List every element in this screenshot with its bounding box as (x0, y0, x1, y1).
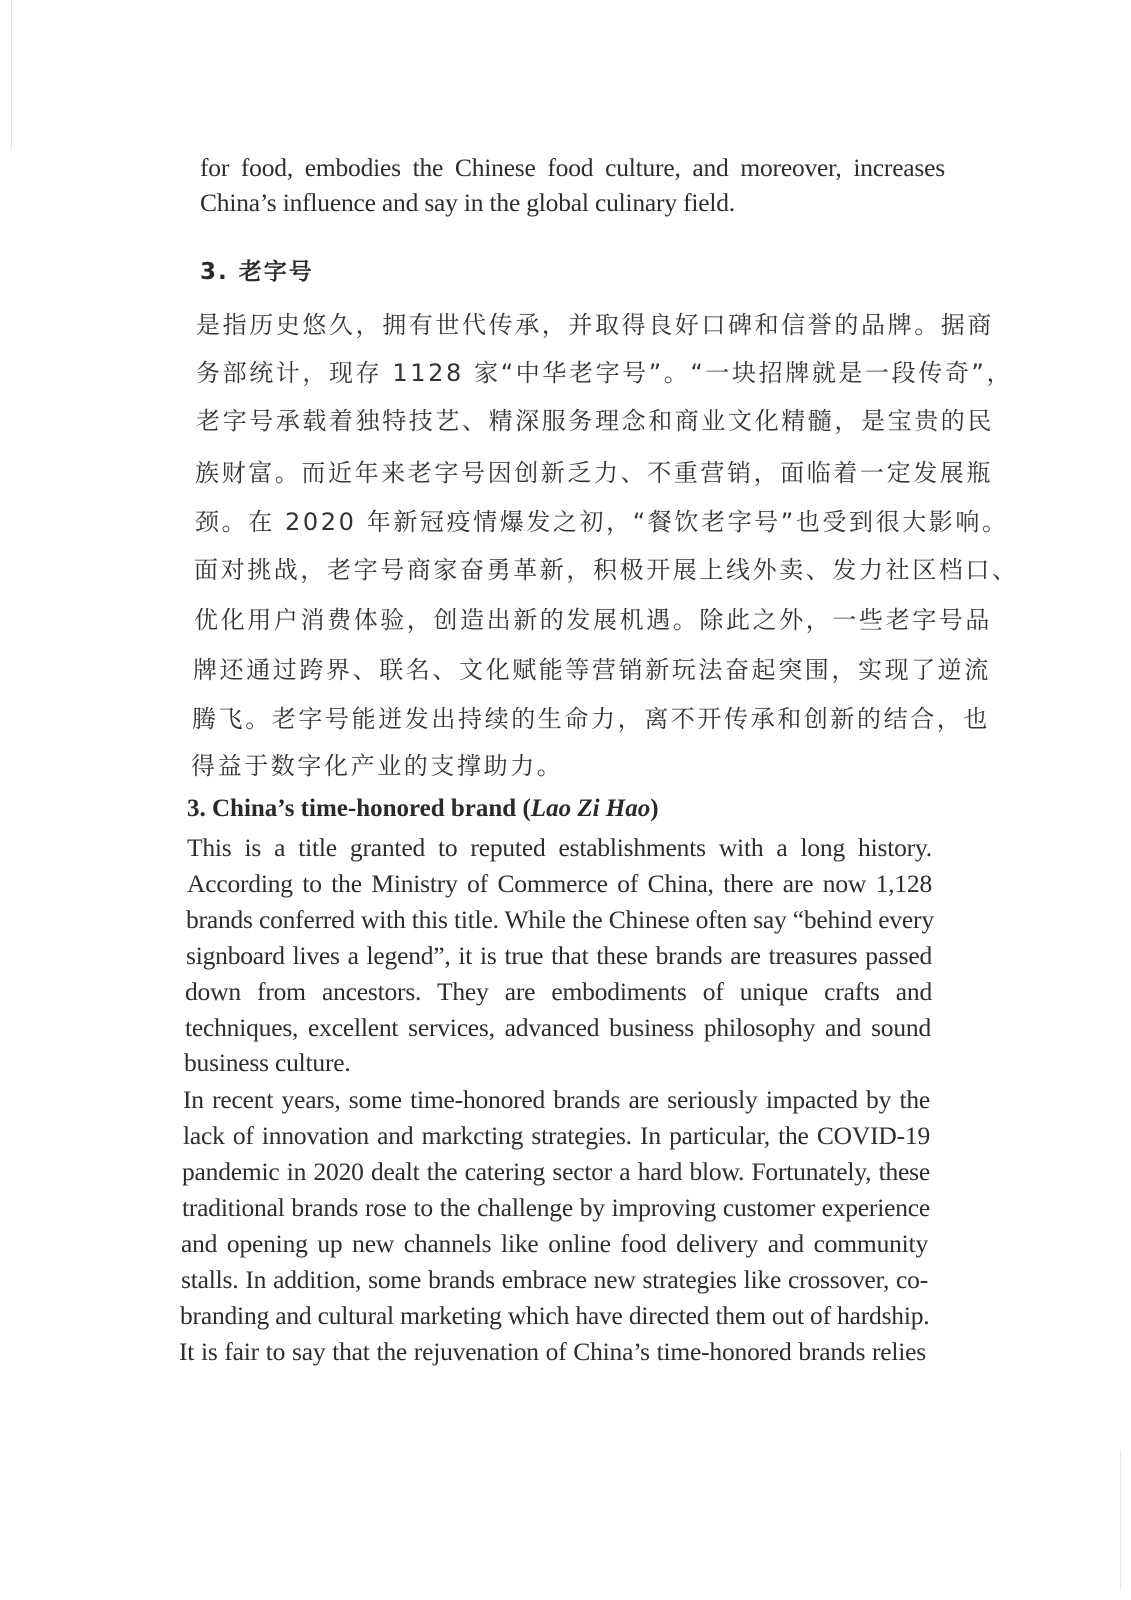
zh-line: 务部统计，现存 1128 家“中华老字号”。“一块招牌就是一段传奇”， (196, 359, 1014, 387)
en-line: According to the Ministry of Commerce of China, there are now 1,128 (187, 869, 932, 898)
en-section-heading (187, 795, 659, 823)
zh-line: 老字号承载着独特技艺、精深服务理念和商业文化精髓，是宝贵的民 (196, 407, 994, 435)
en-line: brands conferred with this title. While the Chinese often say “behind every (186, 905, 934, 934)
en-heading-prefix: 3. China’s time-honored brand ( (187, 795, 531, 822)
en-line: traditional brands rose to the challenge by improving customer experience (182, 1193, 930, 1222)
zh-line: 优化用户消费体验，创造出新的发展机遇。除此之外，一些老字号品 (194, 606, 992, 634)
zh-line: 腾飞。老字号能迸发出持续的生命力，离不开传承和创新的结合，也 (192, 705, 990, 733)
en-line: and opening up new channels like online food delivery and community (181, 1229, 928, 1258)
en-line: signboard lives a legend”, it is true that these brands are treasures passed (186, 941, 932, 970)
zh-line: 面对挑战，老字号商家奋勇革新，积极开展上线外卖、发力社区档口、 (194, 556, 1019, 584)
en-line: stalls. In addition, some brands embrace new strategies like crossover, co- (181, 1265, 928, 1294)
en-line: pandemic in 2020 dealt the catering sector a hard blow. Fortunately, these (182, 1157, 930, 1186)
en-heading-italic: Lao Zi Hao (530, 795, 651, 822)
zh-line: 牌还通过跨界、联名、文化赋能等营销新玩法奋起突围，实现了逆流 (193, 656, 991, 684)
en-heading-suffix: ) (650, 795, 659, 822)
en-line: In recent years, some time-honored brands are seriously impacted by the (183, 1085, 930, 1114)
zh-line: 得益于数字化产业的支撑助力。 (191, 752, 564, 780)
zh-line: 族财富。而近年来老字号因创新乏力、不重营销，面临着一定发展瓶 (195, 459, 993, 487)
en-line: branding and cultural marketing which have directed them out of hardship. (180, 1301, 930, 1330)
en-line: This is a title granted to reputed establishments with a long history. (187, 833, 932, 862)
en-line: down from ancestors. They are embodiments of unique crafts and (185, 977, 932, 1006)
en-line: It is fair to say that the rejuvenation of China’s time-honored brands relies (179, 1337, 926, 1366)
en-line: lack of innovation and markcting strategies. In particular, the COVID-19 (183, 1121, 930, 1150)
en-line: business culture. (184, 1048, 351, 1077)
zh-line: 是指历史悠久，拥有世代传承，并取得良好口碑和信誉的品牌。据商 (196, 311, 994, 339)
zh-line: 颈。在 2020 年新冠疫情爆发之初，“餐饮老字号”也受到很大影响。 (195, 508, 1009, 536)
zh-section-heading: 3. 老字号 (200, 259, 314, 285)
intro-line: China’s influence and say in the global culinary field. (200, 188, 735, 217)
en-line: techniques, excellent services, advanced business philosophy and sound (185, 1013, 931, 1042)
intro-line: for food, embodies the Chinese food culture, and moreover, increases (200, 153, 945, 182)
